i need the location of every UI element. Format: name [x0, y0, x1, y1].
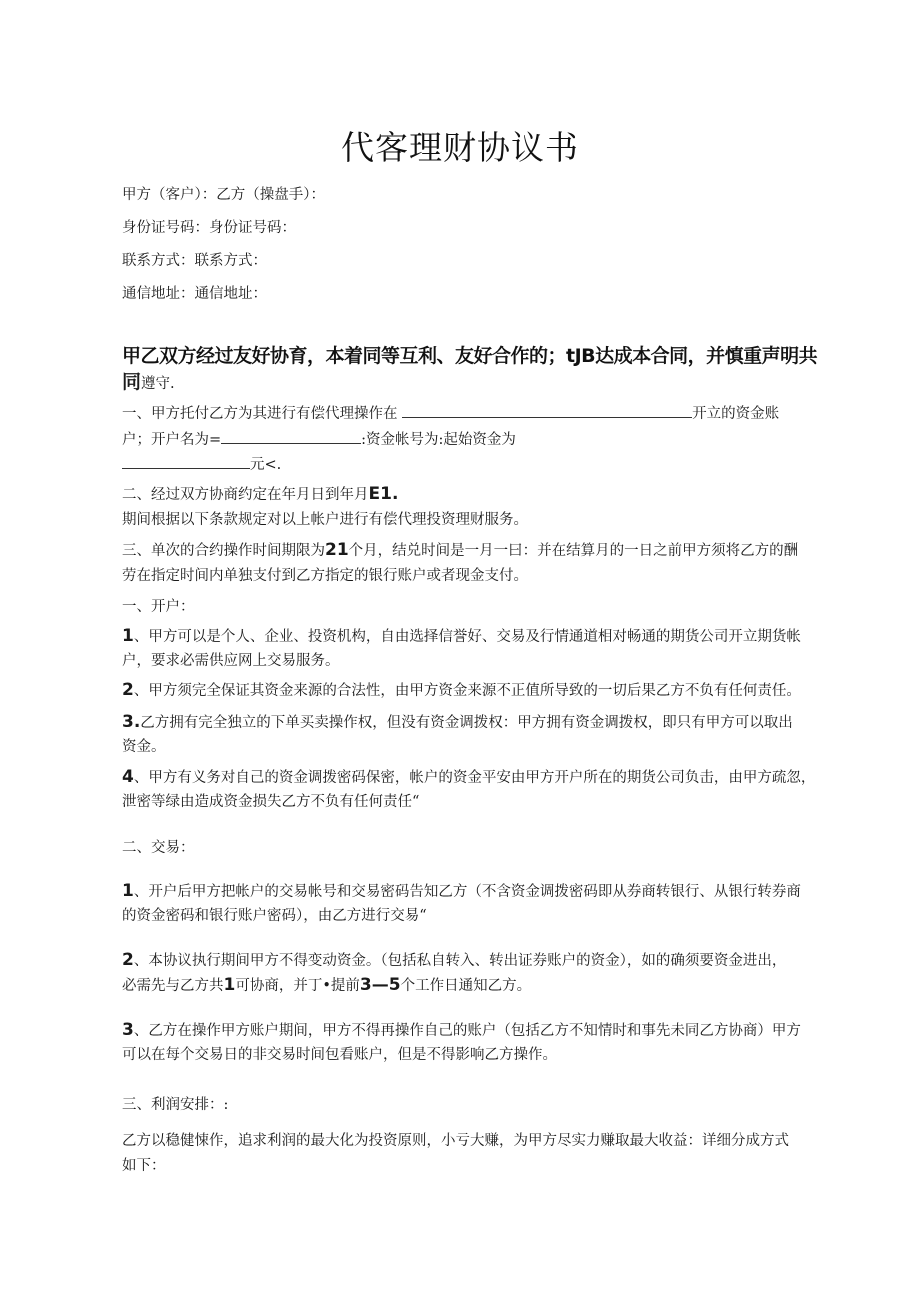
- clause2-text-a: 二、经过双方协商约定在年月日到年月: [122, 487, 369, 503]
- clause2-text-b: E1.: [368, 484, 399, 504]
- clause3-months: 21: [325, 540, 349, 560]
- section-profit-heading: 三、利润安排：:: [122, 1097, 229, 1113]
- section-trade-heading: 二、交易：: [122, 840, 195, 856]
- clause1-line-1: [122, 404, 842, 424]
- trade-item-3-line-1: [122, 1020, 842, 1041]
- open-item-3-line-2: 资金。: [122, 739, 166, 755]
- trade-item-3-text: 、乙方在操作甲方账户期间，甲方不得再操作自己的账户（包括乙方不知情时和事先未同乙方协商）甲方: [133, 1023, 801, 1039]
- clause1-text-a: 一、甲方托付乙方为其进行有偿代理操作在: [122, 406, 398, 422]
- trade-item-2-num: 2: [122, 950, 134, 970]
- trade-item-1-num: 1: [122, 881, 134, 901]
- clause2-line-2: 期间根据以下条款规定对以上帐户进行有偿代理投资理财服务。: [122, 512, 528, 528]
- open-item-4-num: 4: [122, 767, 134, 787]
- profit-line-1: 乙方以稳健悚作，追求利润的最大化为投资原则，小亏大赚，为甲方尽实力赚取最大收益：详细分成方式: [122, 1133, 789, 1149]
- open-item-3-num: 3.: [122, 712, 141, 732]
- trade-item-2-line-2: [122, 975, 842, 996]
- profit-line-2: 如下：: [122, 1158, 166, 1174]
- clause3-text-b: 个月，结兑时间是一月一曰：并在结算月的一日之前甲方须将乙方的酬: [348, 543, 799, 559]
- address-line: 通信地址：通信地址：: [122, 286, 267, 302]
- open-item-1-num: 1: [122, 626, 134, 646]
- clause1-text-b: 开立的资金账: [692, 406, 780, 422]
- trade-item-2-text-a: 必需先与乙方共: [122, 978, 224, 994]
- open-item-3-text: 乙方拥有完全独立的下单买卖操作权，但没有资金调拨权：甲方拥有资金调拨权，即只有甲方可以取出: [140, 715, 793, 731]
- trade-item-3-num: 3: [122, 1020, 134, 1040]
- trade-item-2-text-b: 可协商，并丁•提前: [235, 978, 360, 994]
- intro-line-2: [122, 372, 842, 394]
- trade-item-1-line-2: 的资金密码和银行账户密码），由乙方进行交易“: [122, 908, 427, 924]
- clause3-line-1: [122, 540, 842, 561]
- clause1-text-e: 元<.: [250, 457, 282, 473]
- clause1-text-d: :资金帐号为:起始资金为: [361, 432, 516, 448]
- section-open-heading: 一、开户：: [122, 599, 195, 615]
- parties-line: 甲方（客户）：乙方（操盘手）：: [122, 187, 325, 203]
- account-name-blank: [221, 431, 361, 444]
- contact-line: 联系方式：联系方式：: [122, 253, 267, 269]
- initial-capital-blank: [122, 456, 250, 469]
- open-item-4-line-1: [122, 767, 842, 788]
- open-item-4-text: 、甲方有义务对自己的资金调拨密码保密，帐户的资金平安由甲方开户所在的期货公司负击，由甲方疏忽，: [133, 770, 816, 786]
- open-item-4-line-2: 泄密等绿由造成资金损失乙方不负有任何责任“: [122, 794, 420, 810]
- open-item-1-line-2: 户，要求必需供应网上交易服务。: [122, 653, 340, 669]
- clause3-line-2: 劳在指定时间内单独支付到乙方指定的银行账户或者现金支付。: [122, 568, 528, 584]
- broker-blank: [402, 405, 692, 418]
- open-item-1-text: 、甲方可以是个人、企业、投资机构，自由选择信誉好、交易及行情通道相对畅通的期货公司开立期货帐: [133, 629, 801, 645]
- trade-item-1-text: 、开户后甲方把帐户的交易帐号和交易密码告知乙方（不含资金调拨密码即从券商转银行、从银行转券商: [133, 884, 801, 900]
- id-number-line: 身份证号码：身份证号码：: [122, 220, 296, 236]
- clause3-text-a: 三、单次的合约操作时间期限为: [122, 543, 325, 559]
- trade-item-2-text-c: 个工作日通知乙方。: [400, 978, 532, 994]
- trade-item-3-line-2: 可以在每个交易日的非交易时间包看账户，但是不得影响乙方操作。: [122, 1047, 557, 1063]
- open-item-3-line-1: [122, 712, 842, 733]
- clause1-text-c: 户；开户名为=: [122, 432, 222, 448]
- intro-line-2-rest: 遵守.: [141, 376, 175, 392]
- open-item-2-text: 、甲方须完全保证其资金来源的合法性，由甲方资金来源不正值所导致的一切后果乙方不负有任何责任。: [133, 683, 801, 699]
- trade-item-2-line-1: [122, 950, 842, 971]
- trade-item-2-days-range: 3—5: [359, 975, 401, 995]
- trade-item-2-text: 、本协议执行期间甲方不得变动资金。（包括私自转入、转出证券账户的资金），如的确须要资金进出，: [133, 953, 787, 969]
- intro-line-2-big: 同: [122, 371, 142, 393]
- page-title: 代客理财协议书: [341, 128, 579, 167]
- open-item-1-line-1: [122, 626, 842, 647]
- clause1-line-2: [122, 430, 842, 450]
- trade-item-2-num-1: 1: [223, 975, 236, 995]
- trade-item-1-line-1: [122, 881, 842, 902]
- intro-line-1: 甲乙双方经过友好协育，本着同等互利、友好合作的；tJB达成本合同，并慎重声明共: [122, 345, 818, 367]
- clause1-line-3: [122, 455, 842, 475]
- clause2-line-1: [122, 484, 842, 505]
- open-item-2-line-1: [122, 680, 842, 701]
- open-item-2-num: 2: [122, 680, 134, 700]
